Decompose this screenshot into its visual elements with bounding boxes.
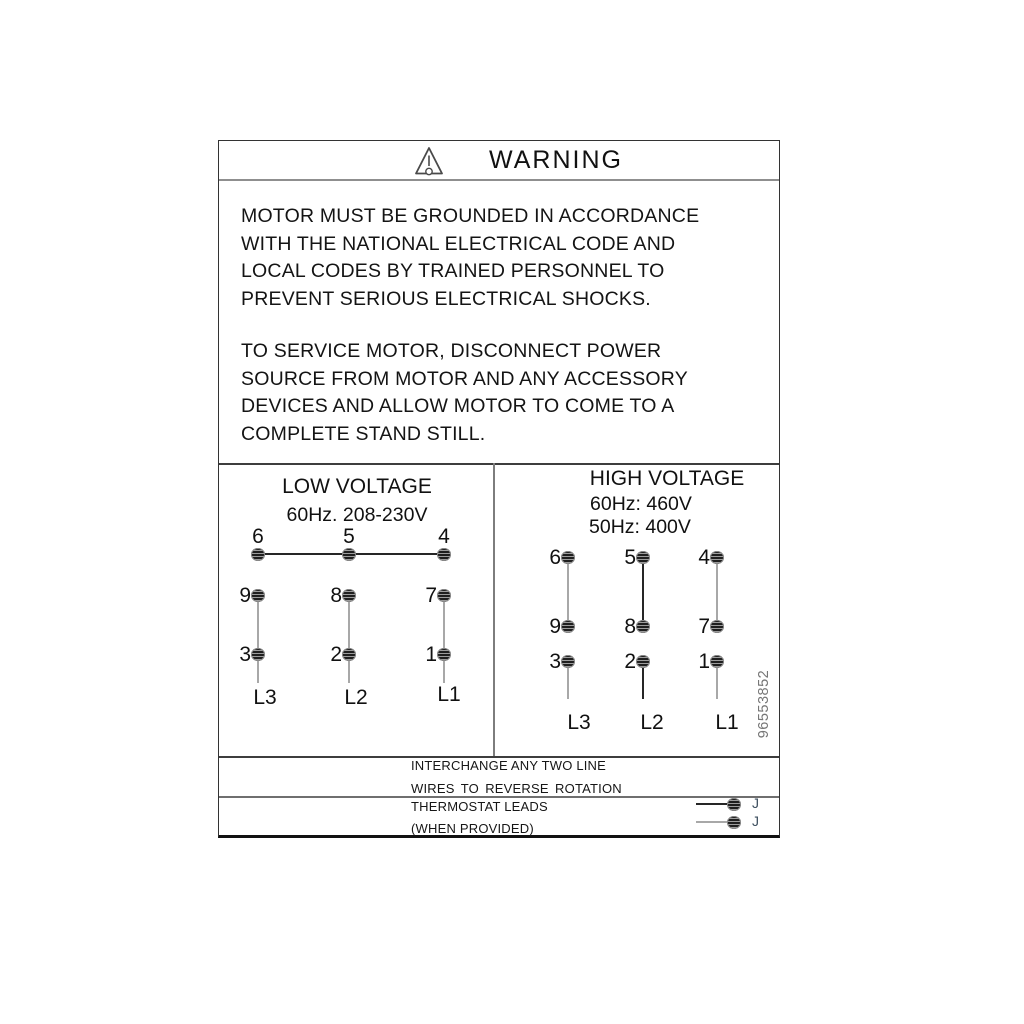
low-voltage-subtitle: 60Hz. 208-230V [286, 504, 428, 526]
hv-terminal-dot-7 [710, 620, 724, 633]
thermostat-note-line1: THERMOSTAT LEADS [411, 799, 548, 814]
warning-text-line: PREVENT SERIOUS ELECTRICAL SHOCKS. [241, 287, 651, 310]
high-voltage-subtitle-60hz: 60Hz: 460V [590, 493, 692, 515]
hv-terminal-label-8: 8 [624, 615, 636, 638]
warning-title: WARNING [489, 146, 623, 174]
hv-line-label-l3: L3 [567, 711, 591, 734]
lv-terminal-label-3: 3 [239, 643, 251, 666]
hv-wire-5-8 [642, 557, 644, 626]
hv-terminal-label-5: 5 [624, 546, 636, 569]
thermostat-lead-dot-2 [727, 816, 741, 829]
warning-label [218, 140, 780, 838]
lv-terminal-dot-2 [342, 648, 356, 661]
lv-terminal-dot-7 [437, 589, 451, 602]
lv-terminal-label-9: 9 [239, 584, 251, 607]
thermostat-lead-label-1: J [752, 795, 759, 811]
lv-terminal-dot-3 [251, 648, 265, 661]
lv-terminal-dot-4 [437, 548, 451, 561]
warning-text-line: DEVICES AND ALLOW MOTOR TO COME TO A [241, 395, 675, 417]
hv-terminal-dot-2 [636, 655, 650, 668]
lv-terminal-dot-8 [342, 589, 356, 602]
hv-terminal-label-7: 7 [698, 615, 710, 638]
hv-terminal-label-3: 3 [549, 650, 561, 673]
warning-text-line: WITH THE NATIONAL ELECTRICAL CODE AND [241, 232, 676, 255]
lv-terminal-label-8: 8 [330, 584, 342, 607]
lv-terminal-dot-9 [251, 589, 265, 602]
part-number: 96553852 [756, 669, 772, 739]
hv-terminal-label-1: 1 [698, 650, 710, 673]
interchange-note-line1: INTERCHANGE ANY TWO LINE [411, 758, 607, 773]
warning-paragraph-1 [241, 203, 699, 313]
warning-text-line: LOCAL CODES BY TRAINED PERSONNEL TO [241, 260, 665, 282]
hv-wire-4-7 [716, 557, 718, 626]
hv-wire-6-9 [567, 557, 569, 626]
low-voltage-title: LOW VOLTAGE [282, 475, 432, 498]
interchange-note-line2: WIRES TO REVERSE ROTATION [411, 781, 622, 796]
lv-terminal-label-5: 5 [343, 525, 355, 548]
thermostat-lead-dot-1 [727, 798, 741, 811]
hv-terminal-dot-5 [636, 551, 650, 564]
hv-terminal-dot-1 [710, 655, 724, 668]
warning-text-line: SOURCE FROM MOTOR AND ANY ACCESSORY [241, 367, 688, 390]
hv-line-label-l1: L1 [715, 711, 739, 734]
warning-text-line: TO SERVICE MOTOR, DISCONNECT POWER [241, 340, 662, 362]
warning-paragraph-2 [241, 338, 688, 448]
warning-triangle-icon [414, 145, 444, 177]
warning-text-line: COMPLETE STAND STILL. [241, 422, 486, 445]
thermostat-strip-divider [219, 796, 779, 798]
hv-terminal-dot-8 [636, 620, 650, 633]
lv-terminal-dot-6 [251, 548, 265, 561]
lv-line-label-l2: L2 [344, 686, 368, 709]
header-divider [219, 179, 779, 181]
lv-wire-l1 [443, 595, 445, 683]
warning-text-line: MOTOR MUST BE GROUNDED IN ACCORDANCE [241, 205, 700, 227]
thermostat-lead-wire-2 [696, 821, 729, 823]
lv-terminal-label-1: 1 [425, 643, 437, 666]
lv-terminal-label-6: 6 [252, 525, 264, 548]
high-voltage-subtitle-50hz: 50Hz: 400V [589, 516, 691, 538]
lv-terminal-dot-1 [437, 648, 451, 661]
hv-terminal-dot-6 [561, 551, 575, 564]
thermostat-lead-label-2: J [752, 813, 759, 829]
high-voltage-title: HIGH VOLTAGE [589, 467, 745, 490]
lv-wire-l3 [257, 595, 259, 683]
hv-terminal-label-9: 9 [549, 615, 561, 638]
thermostat-note-line2: (WHEN PROVIDED) [411, 821, 534, 836]
hv-terminal-dot-4 [710, 551, 724, 564]
lv-wire-l2 [348, 595, 350, 683]
hv-terminal-label-2: 2 [624, 650, 636, 673]
lv-terminal-label-2: 2 [330, 643, 342, 666]
thermostat-lead-wire-1 [696, 803, 729, 805]
hv-terminal-dot-9 [561, 620, 575, 633]
lv-line-label-l3: L3 [253, 686, 277, 709]
hv-terminal-label-4: 4 [698, 546, 710, 569]
lv-terminal-dot-5 [342, 548, 356, 561]
hv-line-label-l2: L2 [640, 711, 664, 734]
lv-terminal-label-7: 7 [425, 584, 437, 607]
hv-terminal-label-6: 6 [549, 546, 561, 569]
diagram-top-divider [219, 463, 779, 465]
hv-terminal-dot-3 [561, 655, 575, 668]
lv-line-label-l1: L1 [437, 683, 461, 706]
lv-terminal-label-4: 4 [438, 525, 450, 548]
